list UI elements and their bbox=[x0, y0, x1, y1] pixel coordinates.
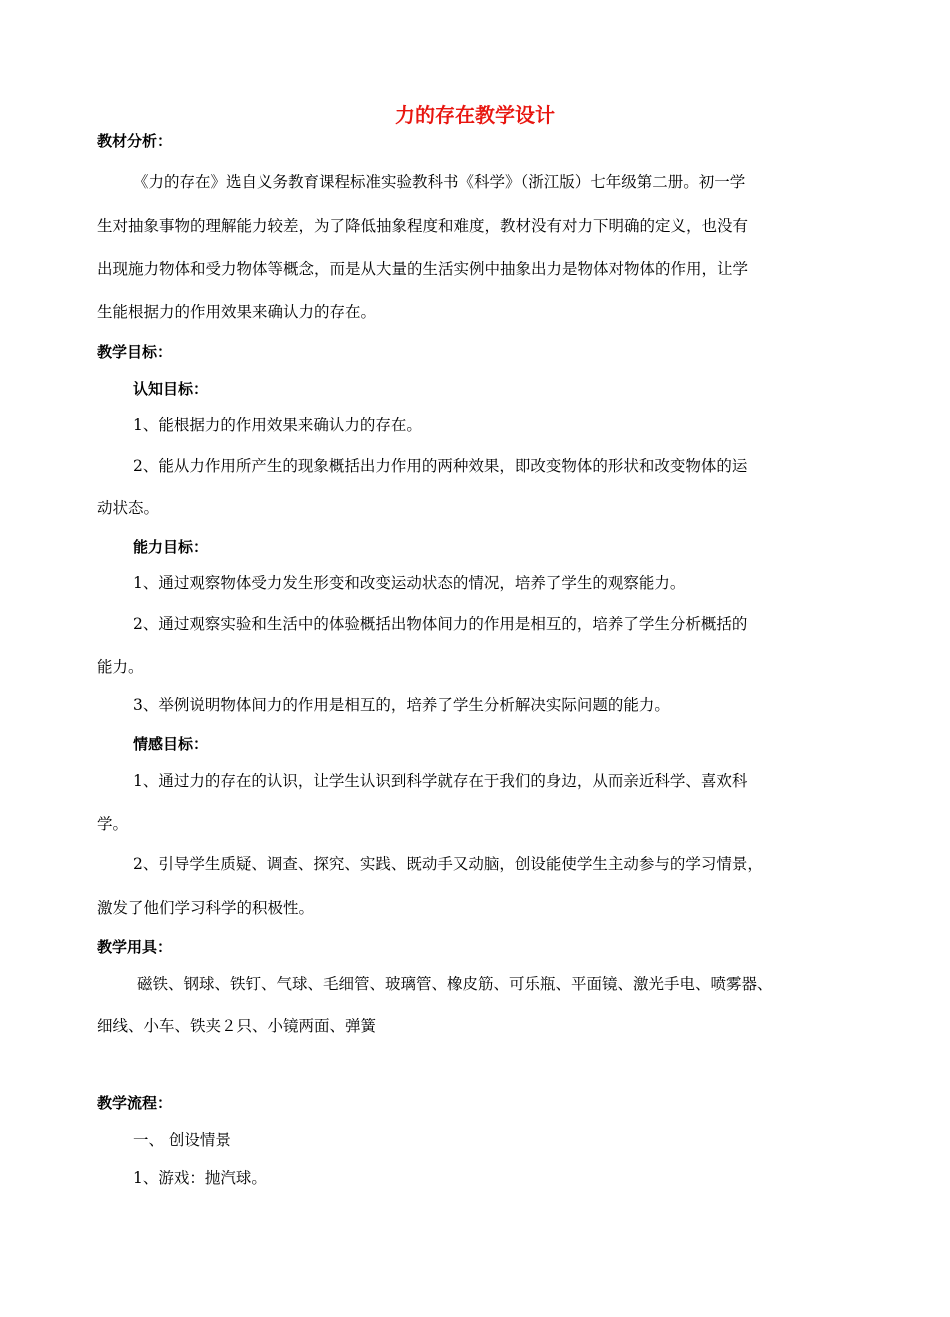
emotion-goal-line: 1、通过力的存在的认识，让学生认识到科学就存在于我们的身边，从而亲近科学、喜欢科 bbox=[133, 772, 748, 790]
process-item-one: 1、游戏：抛汽球。 bbox=[133, 1169, 267, 1187]
emotion-goal-line: 学。 bbox=[97, 815, 129, 833]
goals-heading: 教学目标： bbox=[97, 343, 173, 361]
ability-goal-line: 3、举例说明物体间力的作用是相互的，培养了学生分析解决实际问题的能力。 bbox=[133, 696, 670, 714]
analysis-paragraph-line: 《力的存在》选自义务教育课程标准实验教科书《科学》（浙江版）七年级第二册。初一学 bbox=[133, 173, 746, 191]
process-heading: 教学流程： bbox=[97, 1094, 173, 1112]
cognitive-goals-heading: 认知目标： bbox=[133, 380, 209, 398]
emotion-goals-heading: 情感目标： bbox=[133, 735, 209, 753]
ability-goal-line: 1、通过观察物体受力发生形变和改变运动状态的情况，培养了学生的观察能力。 bbox=[133, 574, 686, 592]
cognitive-goal-line: 1、能根据力的作用效果来确认力的存在。 bbox=[133, 416, 422, 434]
cognitive-goal-line: 2、能从力作用所产生的现象概括出力作用的两种效果，即改变物体的形状和改变物体的运 bbox=[133, 457, 748, 475]
emotion-goal-line: 激发了他们学习科学的积极性。 bbox=[97, 899, 315, 917]
document-title: 力的存在教学设计 bbox=[395, 103, 555, 127]
emotion-goal-line: 2、引导学生质疑、调查、探究、实践、既动手又动脑，创设能使学生主动参与的学习情景， bbox=[133, 855, 763, 873]
analysis-paragraph-line: 生能根据力的作用效果来确认力的存在。 bbox=[97, 303, 377, 321]
analysis-paragraph-line: 出现施力物体和受力物体等概念，而是从大量的生活实例中抽象出力是物体对物体的作用，让学 bbox=[97, 260, 749, 278]
tools-line: 磁铁、钢球、铁钉、气球、毛细管、玻璃管、橡皮筋、可乐瓶、平面镜、激光手电、喷雾器、 bbox=[137, 975, 773, 993]
process-step-one: 一、 创设情景 bbox=[133, 1131, 231, 1149]
tools-line: 细线、小车、铁夹２只、小镜两面、弹簧 bbox=[97, 1017, 377, 1035]
ability-goals-heading: 能力目标： bbox=[133, 538, 209, 556]
ability-goal-line: 能力。 bbox=[97, 658, 144, 676]
cognitive-goal-line: 动状态。 bbox=[97, 499, 160, 517]
analysis-heading: 教材分析： bbox=[97, 132, 173, 150]
analysis-paragraph-line: 生对抽象事物的理解能力较差，为了降低抽象程度和难度，教材没有对力下明确的定义，也没有 bbox=[97, 217, 749, 235]
tools-heading: 教学用具： bbox=[97, 938, 173, 956]
ability-goal-line: 2、通过观察实验和生活中的体验概括出物体间力的作用是相互的，培养了学生分析概括的 bbox=[133, 615, 748, 633]
